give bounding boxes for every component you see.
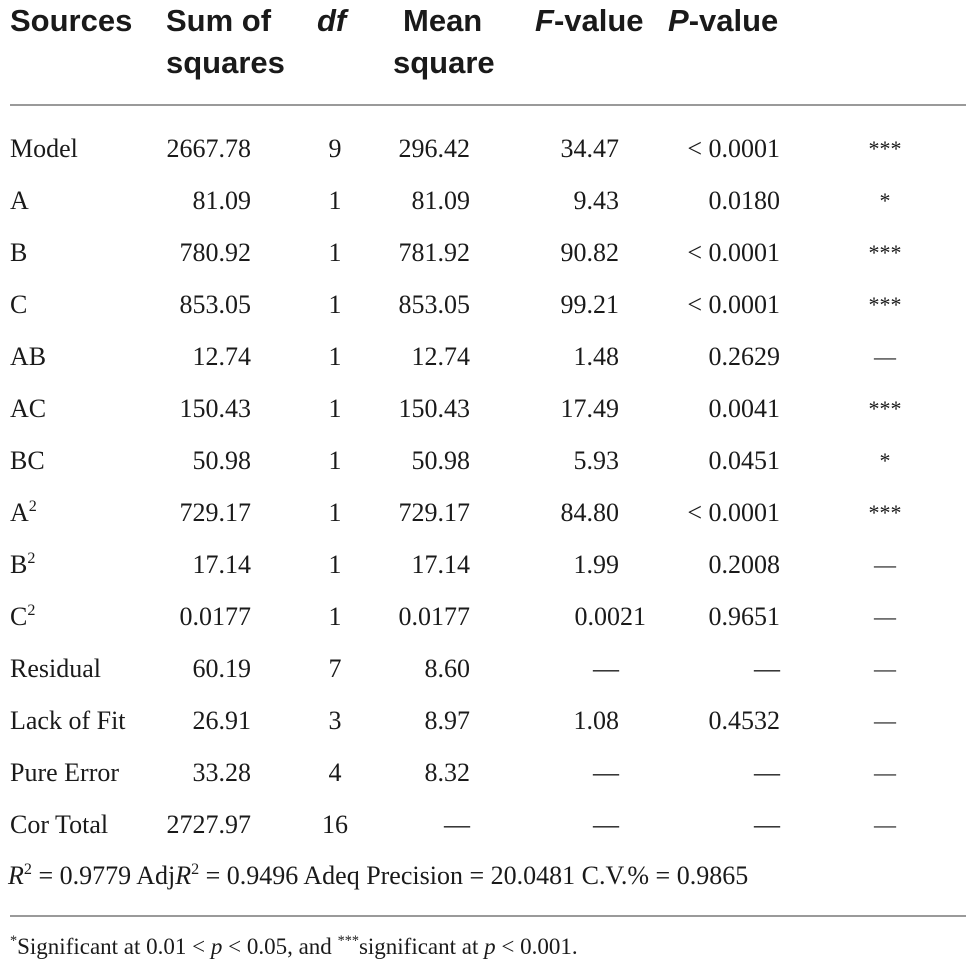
cell-source	[10, 591, 35, 643]
header-mean-square	[393, 0, 495, 84]
cell-f-value	[574, 175, 620, 227]
cell-f-value	[575, 591, 647, 643]
cell-p-value	[687, 279, 780, 331]
cell-source	[10, 799, 108, 851]
cell-source	[10, 383, 46, 435]
footnote-p2: p	[484, 934, 496, 959]
cell-sum-of-squares-text: 780.92	[179, 238, 251, 267]
header-p-rest: -value	[688, 3, 779, 38]
cell-p-value-text: < 0.0001	[687, 290, 780, 319]
cell-significance-text: —	[874, 708, 896, 733]
header-sum-of-squares-line1: Sum of	[166, 3, 272, 38]
cell-df	[315, 227, 355, 279]
cell-significance-text: —	[874, 812, 896, 837]
cell-df-text: 4	[328, 758, 342, 787]
cell-significance	[860, 487, 910, 539]
table-row	[0, 799, 972, 851]
cell-df-text: 9	[328, 134, 342, 163]
cell-p-value	[709, 175, 781, 227]
cell-sum-of-squares-text: 2667.78	[166, 134, 251, 163]
adj-r2-value: = 0.9496	[199, 861, 304, 890]
cell-mean-square-text: 8.60	[424, 654, 470, 683]
cell-significance	[860, 747, 910, 799]
cell-p-value-text: 0.0451	[708, 446, 780, 475]
cell-significance	[860, 799, 910, 851]
cell-f-value-text: 9.43	[573, 186, 619, 215]
cell-source-text: Lack of Fit	[10, 706, 126, 735]
cell-p-value	[754, 799, 780, 851]
cell-p-value	[709, 331, 781, 383]
cell-mean-square	[399, 591, 471, 643]
cell-mean-square	[399, 487, 471, 539]
cell-df	[315, 123, 355, 175]
cell-sum-of-squares	[180, 279, 252, 331]
cell-sum-of-squares	[193, 331, 252, 383]
footer-rule	[10, 915, 966, 917]
cell-df	[315, 175, 355, 227]
cell-significance-text: *	[879, 448, 891, 473]
cell-sum-of-squares-text: 50.98	[192, 446, 251, 475]
table-row	[0, 747, 972, 799]
cell-df	[315, 643, 355, 695]
table-row	[0, 175, 972, 227]
cell-mean-square-text: 296.42	[398, 134, 470, 163]
cell-mean-square	[412, 175, 471, 227]
cell-df-text: 1	[328, 290, 342, 319]
cell-df	[315, 799, 355, 851]
cell-source-text: BC	[10, 446, 45, 475]
cell-sum-of-squares	[193, 175, 252, 227]
cell-source-text: A	[10, 498, 29, 527]
cell-p-value	[709, 435, 781, 487]
cell-df	[315, 487, 355, 539]
cell-source	[10, 175, 29, 227]
cv-value: C.V.% = 0.9865	[581, 861, 749, 890]
cell-df	[315, 747, 355, 799]
adj-r-label: R	[175, 861, 192, 890]
cell-p-value	[687, 227, 780, 279]
cell-f-value	[561, 279, 620, 331]
cell-sum-of-squares-text: 81.09	[192, 186, 251, 215]
cell-df-text: 3	[328, 706, 342, 735]
cell-df	[315, 435, 355, 487]
cell-f-value-text: 5.93	[573, 446, 619, 475]
cell-mean-square	[425, 643, 471, 695]
cell-f-value	[561, 383, 620, 435]
cell-mean-square	[425, 695, 471, 747]
cell-df	[315, 331, 355, 383]
cell-source-text: Residual	[10, 654, 101, 683]
cell-mean-square-text: 150.43	[398, 394, 470, 423]
cell-source	[10, 695, 126, 747]
cell-df	[315, 279, 355, 331]
cell-p-value-text: —	[754, 654, 780, 683]
cell-p-value	[754, 747, 780, 799]
cell-p-value	[754, 643, 780, 695]
cell-f-value-text: 1.99	[573, 550, 619, 579]
cell-significance	[860, 643, 910, 695]
footnote	[10, 930, 578, 964]
cell-sum-of-squares	[167, 123, 252, 175]
cell-source-text: Model	[10, 134, 78, 163]
cell-f-value-text: 1.48	[573, 342, 619, 371]
table-row	[0, 591, 972, 643]
adj-label: Adj	[136, 861, 176, 890]
cell-source	[10, 227, 27, 279]
cell-f-value-text: 34.47	[560, 134, 619, 163]
cell-f-value-text: —	[593, 758, 619, 787]
cell-p-value-text: —	[754, 810, 780, 839]
header-p-value	[668, 0, 778, 42]
cell-f-value	[561, 227, 620, 279]
table-row	[0, 279, 972, 331]
adj-r2-sup: 2	[191, 860, 200, 878]
footnote-p1: p	[210, 934, 223, 959]
footnote-mark-triple: ***	[337, 932, 359, 949]
cell-sum-of-squares	[193, 435, 252, 487]
cell-p-value	[709, 539, 781, 591]
header-sum-of-squares-line2: squares	[166, 45, 285, 80]
header-df	[317, 0, 346, 42]
footnote-text4: < 0.001.	[495, 934, 578, 959]
cell-df-text: 1	[328, 394, 342, 423]
cell-f-value-text: —	[593, 810, 619, 839]
cell-source	[10, 435, 45, 487]
cell-sum-of-squares	[180, 227, 252, 279]
table-row	[0, 643, 972, 695]
cell-sum-of-squares	[180, 383, 252, 435]
cell-sum-of-squares	[167, 799, 252, 851]
cell-source	[10, 643, 101, 695]
cell-significance-text: —	[874, 552, 896, 577]
cell-p-value-text: —	[754, 758, 780, 787]
cell-df	[315, 591, 355, 643]
cell-significance	[860, 279, 910, 331]
footnote-text2: < 0.05, and	[222, 934, 338, 959]
table-row	[0, 227, 972, 279]
cell-significance-text: —	[874, 760, 896, 785]
r2-value: = 0.9779	[31, 861, 137, 890]
cell-source-exponent: 2	[27, 549, 36, 567]
header-f-rest: -value	[553, 3, 644, 38]
footnote-mark-single: *	[10, 932, 18, 949]
cell-significance-text: —	[874, 604, 896, 629]
cell-significance-text: ***	[868, 396, 902, 421]
cell-p-value-text: < 0.0001	[687, 238, 780, 267]
cell-f-value-text: 99.21	[560, 290, 619, 319]
cell-significance-text: *	[879, 188, 891, 213]
cell-source-text: AC	[10, 394, 47, 423]
cell-p-value-text: 0.2629	[708, 342, 780, 371]
r2-sup: 2	[23, 860, 32, 878]
header-p-letter: P	[668, 3, 689, 38]
cell-mean-square-text: 8.97	[424, 706, 470, 735]
table-row	[0, 383, 972, 435]
cell-p-value	[709, 591, 781, 643]
cell-f-value	[593, 643, 619, 695]
cell-f-value	[574, 435, 620, 487]
cell-source	[10, 539, 35, 591]
cell-significance-text: ***	[868, 240, 902, 265]
cell-mean-square	[412, 331, 471, 383]
cell-sum-of-squares-text: 150.43	[179, 394, 251, 423]
cell-significance	[860, 383, 910, 435]
table-row	[0, 331, 972, 383]
cell-f-value	[593, 799, 619, 851]
cell-f-value-text: —	[593, 654, 619, 683]
cell-sum-of-squares-text: 2727.97	[166, 810, 251, 839]
cell-f-value-text: 90.82	[560, 238, 619, 267]
cell-sum-of-squares-text: 60.19	[192, 654, 251, 683]
header-mean-square-line2: square	[393, 45, 495, 80]
cell-significance-text: —	[874, 344, 896, 369]
cell-f-value-text: 1.08	[573, 706, 619, 735]
cell-mean-square	[399, 123, 471, 175]
cell-mean-square-text: 0.0177	[398, 602, 470, 631]
cell-sum-of-squares	[193, 643, 252, 695]
cell-f-value-text: 0.0021	[574, 602, 646, 631]
cell-mean-square	[399, 227, 471, 279]
cell-f-value	[574, 695, 620, 747]
cell-sum-of-squares-text: 33.28	[192, 758, 251, 787]
cell-df-text: 1	[328, 498, 342, 527]
cell-p-value-text: 0.2008	[708, 550, 780, 579]
cell-df	[315, 539, 355, 591]
cell-df-text: 7	[328, 654, 342, 683]
cell-f-value	[561, 487, 620, 539]
cell-p-value	[687, 487, 780, 539]
cell-source-text: AB	[10, 342, 47, 371]
cell-mean-square-text: 729.17	[398, 498, 470, 527]
cell-mean-square	[412, 539, 471, 591]
cell-significance-text: ***	[868, 500, 902, 525]
cell-significance	[860, 435, 910, 487]
cell-df	[315, 383, 355, 435]
cell-source	[10, 487, 37, 539]
cell-p-value	[709, 695, 781, 747]
cell-source-exponent: 2	[27, 601, 36, 619]
cell-df-text: 1	[328, 342, 342, 371]
cell-mean-square-text: 81.09	[411, 186, 470, 215]
cell-mean-square	[425, 747, 471, 799]
cell-p-value-text: < 0.0001	[687, 134, 780, 163]
cell-f-value	[593, 747, 619, 799]
cell-sum-of-squares	[193, 539, 252, 591]
table-row	[0, 695, 972, 747]
cell-source	[10, 279, 27, 331]
cell-mean-square	[444, 799, 470, 851]
cell-significance	[860, 331, 910, 383]
table-row	[0, 435, 972, 487]
cell-df-text: 1	[328, 602, 342, 631]
cell-source-text: C	[10, 602, 28, 631]
cell-df-text: 16	[322, 810, 348, 839]
footnote-text3: significant at	[358, 934, 485, 959]
cell-source-text: A	[10, 186, 29, 215]
cell-mean-square-text: —	[444, 810, 470, 839]
cell-sum-of-squares-text: 729.17	[179, 498, 251, 527]
cell-significance-text: ***	[868, 292, 902, 317]
cell-mean-square-text: 853.05	[398, 290, 470, 319]
cell-significance	[860, 227, 910, 279]
cell-f-value	[574, 331, 620, 383]
cell-significance	[860, 175, 910, 227]
cell-p-value-text: 0.0041	[708, 394, 780, 423]
cell-p-value	[687, 123, 780, 175]
cell-mean-square-text: 781.92	[398, 238, 470, 267]
cell-f-value	[574, 539, 620, 591]
cell-sum-of-squares	[180, 487, 252, 539]
cell-significance	[860, 539, 910, 591]
cell-source	[10, 123, 78, 175]
cell-mean-square-text: 50.98	[411, 446, 470, 475]
table-row	[0, 487, 972, 539]
cell-source-text: Pure Error	[10, 758, 120, 787]
cell-significance	[860, 695, 910, 747]
r2-label: R	[8, 861, 24, 890]
cell-sum-of-squares	[193, 695, 252, 747]
header-f-letter: F	[535, 3, 554, 38]
header-sum-of-squares	[166, 0, 285, 84]
cell-significance	[860, 123, 910, 175]
cell-source-text: B	[10, 238, 28, 267]
cell-p-value-text: < 0.0001	[687, 498, 780, 527]
cell-df-text: 1	[328, 238, 342, 267]
cell-source-text: C	[10, 290, 28, 319]
adeq-precision: Adeq Precision = 20.0481	[303, 861, 582, 890]
cell-source-text: Cor Total	[10, 810, 109, 839]
header-sources: Sources	[10, 3, 133, 38]
cell-mean-square-text: 12.74	[411, 342, 470, 371]
cell-mean-square-text: 8.32	[424, 758, 470, 787]
header-df-text: df	[317, 3, 347, 38]
model-statistics	[8, 856, 748, 896]
cell-mean-square	[412, 435, 471, 487]
header-mean-square-line1: Mean	[403, 3, 483, 38]
header-f-value	[535, 0, 644, 42]
cell-mean-square	[399, 383, 471, 435]
cell-f-value-text: 84.80	[560, 498, 619, 527]
cell-mean-square-text: 17.14	[411, 550, 470, 579]
cell-df-text: 1	[328, 550, 342, 579]
cell-significance	[860, 591, 910, 643]
header-rule	[10, 104, 966, 106]
cell-source-text: B	[10, 550, 28, 579]
cell-df-text: 1	[328, 446, 342, 475]
cell-sum-of-squares-text: 853.05	[179, 290, 251, 319]
table-row	[0, 539, 972, 591]
cell-significance-text: —	[874, 656, 896, 681]
cell-sum-of-squares	[193, 747, 252, 799]
cell-source	[10, 331, 46, 383]
footnote-text1: Significant at 0.01 <	[17, 934, 211, 959]
table-row	[0, 123, 972, 175]
cell-df-text: 1	[328, 186, 342, 215]
cell-source	[10, 747, 119, 799]
cell-f-value	[561, 123, 620, 175]
cell-p-value-text: 0.9651	[708, 602, 780, 631]
cell-p-value-text: 0.4532	[708, 706, 780, 735]
cell-significance-text: ***	[868, 136, 902, 161]
cell-p-value-text: 0.0180	[708, 186, 780, 215]
cell-p-value	[709, 383, 781, 435]
cell-sum-of-squares-text: 26.91	[192, 706, 251, 735]
cell-df	[315, 695, 355, 747]
cell-f-value-text: 17.49	[560, 394, 619, 423]
cell-sum-of-squares-text: 0.0177	[179, 602, 251, 631]
cell-source-exponent: 2	[28, 497, 37, 515]
cell-sum-of-squares-text: 12.74	[192, 342, 251, 371]
cell-mean-square	[399, 279, 471, 331]
cell-sum-of-squares	[180, 591, 252, 643]
cell-sum-of-squares-text: 17.14	[192, 550, 251, 579]
